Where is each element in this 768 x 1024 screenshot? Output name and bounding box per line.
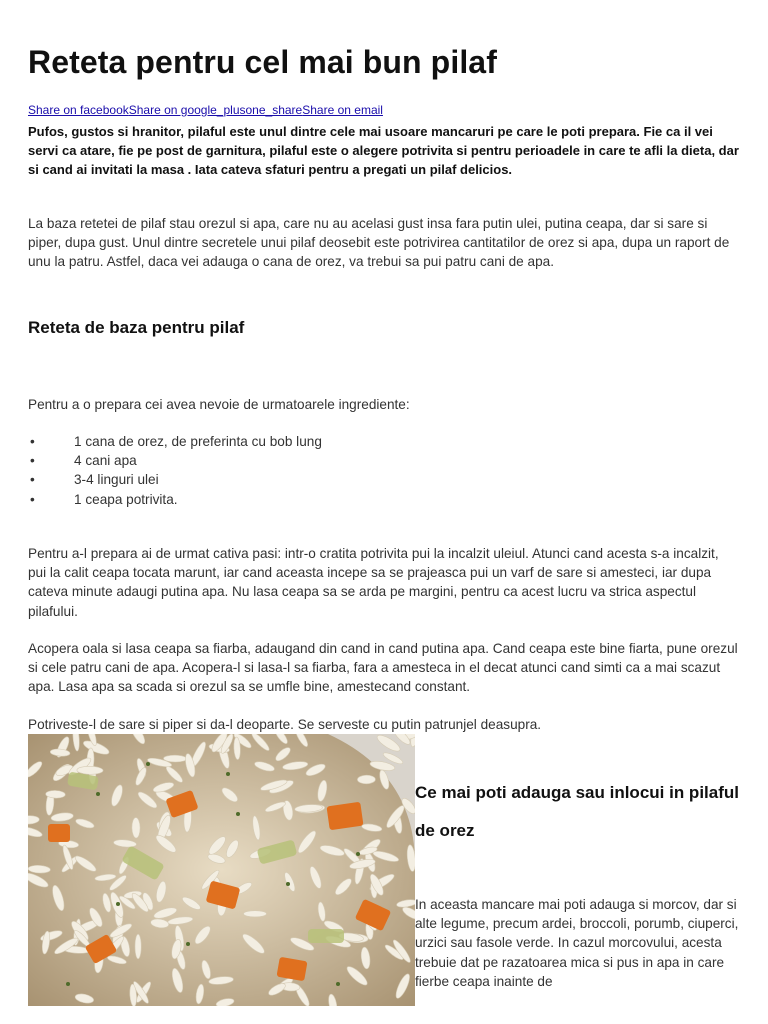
step-paragraph-1: Pentru a-l prepara ai de urmat cativa pasi: intr-o cratita potrivita pui la incalzit uleiul. Atunci cand acesta s-a incalzit, pui la calit ceapa tocata marunt, iar cand aceasta incepe sa se prajeasca pui un varf de sare si amesteci, iar dupa cateva minute adaugi putina apa. Nu lasa ceapa sa se arda pe margini, pentru ca acest lucru va strica aspectul pilafului. [28,546,719,619]
side-heading: Ce mai poti adauga sau inlocui in pilaful de orez [415,783,739,840]
pilaf-photo [28,734,415,1006]
list-item [28,432,322,451]
share-email-link[interactable]: Share on email [302,103,383,117]
share-facebook-link[interactable]: Share on facebook [28,103,129,117]
ingredients-intro: Pentru a o prepara cei avea nevoie de urmatoarele ingrediente: [28,397,410,412]
ingredient-text: 3-4 linguri ulei [74,472,159,488]
list-item [28,470,322,489]
rice-grain [132,818,141,839]
list-item [28,490,322,509]
rice-grain [135,934,141,959]
intro-paragraph: Pufos, gustos si hranitor, pilaful este unul dintre cele mai usoare mancaruri pe care le poti prepara. Fie ca il vei servi ca atare, fie pe post de garnitura, pilaful este o alegere potrivita si pentru perioadele in care te afli la dieta, dar si cand ai invitati la masa . Iata cateva sfaturi pentru a pregati un pilaf delicios. [28,124,739,177]
ingredient-text: 4 cani apa [74,453,137,469]
list-item [28,451,322,470]
pilaf-photo-graphic [28,734,415,1006]
share-google-link[interactable]: Share on google_plusone_share [128,103,303,117]
rice-grain [77,766,103,774]
bullet: • [30,472,35,488]
rice-grain [244,911,267,917]
bullet: • [30,491,35,507]
step-paragraph-3: Potriveste-l de sare si piper si da-l deoparte. Se serveste cu putin patrunjel deasupra. [28,717,542,732]
step-paragraph-2: Acopera oala si lasa ceapa sa fiarba, adaugand din cand in cand putina apa. Cand ceapa este bine fiarta, pune orezul si cele patru cani de apa. Acopera-l si lasa-l sa fiarba, fara a amestecа in el decat atunci cand simti ca a mai scazut apa. Lasa apa sa scada si orezul sa se umfle bine, amestecand constant. [28,641,738,695]
side-paragraph: In aceasta mancare mai poti adauga si morcov, dar si alte legume, precum ardei, broccoli, porumb, ciuperci, urzici sau fasole verde. In cazul morcovului, acesta trebuie dat pe razatoarea mica si pus in apa in care fierbe ceapa inainte de [415,897,739,989]
page-title: Reteta pentru cel mai bun pilaf [28,44,497,80]
bullet: • [30,434,35,449]
ingredient-text: 1 cana de orez, de preferinta cu bob lung [74,434,322,449]
rice-grain [357,775,375,784]
share-links [28,103,383,117]
section-heading: Reteta de baza pentru pilaf [28,318,245,337]
base-paragraph: La baza retetei de pilaf stau orezul si apa, care nu au acelasi gust insa fara putin ulei, putina ceapa, dar si sare si piper, dupa gust. Unul dintre secretele unui pilaf deosebit este potrivirea cantitatilor de orez si apa, dupa un raport de unu la patru. Astfel, daca vei adauga o cana de orez, va trebui sa pui patru cani de apa. [28,216,730,270]
ingredients-list [28,432,322,509]
ingredient-text: 1 ceapa potrivita. [74,491,178,507]
bullet: • [30,453,35,469]
